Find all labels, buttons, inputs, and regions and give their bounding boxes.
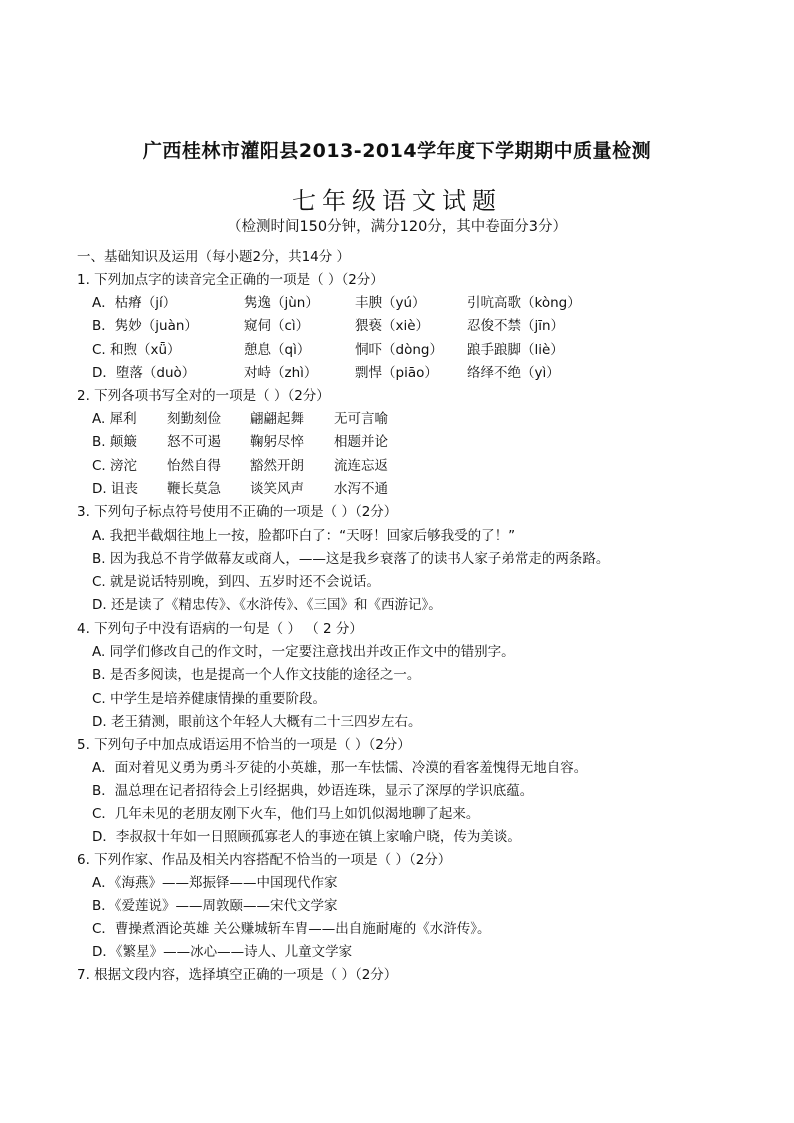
q5-option-c: C．几年未见的老朋友刚下火车，他们马上如饥似渴地聊了起来。 bbox=[92, 806, 480, 822]
q5-option-a: A．面对着见义勇为勇斗歹徒的小英雄，那一车怯懦、冷漠的看客羞愧得无地自容。 bbox=[92, 760, 588, 776]
q3-option-b: B. 因为我总不肯学做幕友或商人，——这是我乡衰落了的读书人家子弟常走的两条路。 bbox=[92, 551, 610, 567]
exam-subtitle: 七年级语文试题 bbox=[292, 187, 502, 215]
q1-option-a-word-2: 隽逸（jùn） bbox=[244, 295, 319, 311]
question-3-stem: 3. 下列句子标点符号使用不正确的一项是（ ）（2分） bbox=[77, 504, 398, 520]
q2-option-a-word-2: 刻勤刻俭 bbox=[167, 411, 221, 427]
q5-option-d: D．李叔叔十年如一日照顾孤寡老人的事迹在镇上家喻户晓，传为美谈。 bbox=[92, 829, 521, 845]
q1-option-b-word-1: B．隽妙（juàn） bbox=[92, 318, 198, 334]
q6-option-a: A．《海燕》——郑振铎——中国现代作家 bbox=[92, 875, 338, 891]
q1-option-a-word-4: 引吭高歌（kòng） bbox=[467, 295, 581, 311]
q1-option-b-word-4: 忍俊不禁（jīn） bbox=[467, 318, 565, 334]
q1-option-d-word-3: 剽悍（piāo） bbox=[355, 365, 438, 381]
q2-option-c-word-2: 怡然自得 bbox=[167, 458, 221, 474]
q1-option-c-word-1: C. 和煦（xǖ） bbox=[92, 342, 181, 358]
q2-option-c-word-1: C. 滂沱 bbox=[92, 458, 138, 474]
q1-option-d-word-1: D．堕落（duò） bbox=[92, 365, 196, 381]
q6-option-c: C．曹操煮酒论英雄 关公赚城斩车胄——出自施耐庵的《水浒传》。 bbox=[92, 921, 491, 937]
q4-option-a: A. 同学们修改自己的作文时，一定要注意找出并改正作文中的错别字。 bbox=[92, 644, 515, 660]
question-6-stem: 6. 下列作家、作品及相关内容搭配不恰当的一项是（ ）（2分） bbox=[77, 852, 452, 868]
q1-option-b-word-3: 猥亵（xiè） bbox=[355, 318, 430, 334]
q2-option-d-word-3: 谈笑风声 bbox=[250, 481, 304, 497]
q2-option-a-word-4: 无可言喻 bbox=[334, 411, 388, 427]
q2-option-b-word-3: 鞠躬尽悴 bbox=[250, 434, 304, 450]
question-4-stem: 4. 下列句子中没有语病的一句是（ ） （ 2 分） bbox=[77, 621, 363, 637]
q2-option-d-word-2: 鞭长莫急 bbox=[167, 481, 221, 497]
q1-option-a-word-3: 丰腴（yú） bbox=[355, 295, 426, 311]
q4-option-d: D. 老王猜测，眼前这个年轻人大概有二十三四岁左右。 bbox=[92, 714, 422, 730]
question-7-stem: 7. 根据文段内容，选择填空正确的一项是（ ）（2分） bbox=[77, 967, 398, 983]
exam-info: （检测时间150分钟，满分120分，其中卷面分3分） bbox=[226, 219, 568, 235]
q2-option-b-word-2: 怒不可遏 bbox=[167, 434, 221, 450]
q1-option-d-word-4: 络绎不绝（yì） bbox=[467, 365, 560, 381]
q1-option-c-word-3: 恫吓（dòng） bbox=[355, 342, 443, 358]
q3-option-c: C. 就是说话特别晚，到四、五岁时还不会说话。 bbox=[92, 574, 381, 590]
q1-option-d-word-2: 对峙（zhì） bbox=[244, 365, 318, 381]
q2-option-a-word-1: A. 犀利 bbox=[92, 411, 137, 427]
q3-option-a: A. 我把半截烟往地上一按，脸都吓白了：“天呀！回家后够我受的了！” bbox=[92, 528, 516, 544]
q1-option-a-word-1: A．枯瘠（jí） bbox=[92, 295, 177, 311]
q1-option-c-word-2: 憩息（qì） bbox=[244, 342, 311, 358]
question-2-stem: 2. 下列各项书写全对的一项是（ ）（2分） bbox=[77, 388, 330, 404]
q2-option-b-word-1: B. 颠簸 bbox=[92, 434, 137, 450]
q2-option-c-word-4: 流连忘返 bbox=[334, 458, 388, 474]
section-heading: 一、基础知识及运用（每小题2分，共14分 ） bbox=[77, 249, 351, 265]
question-5-stem: 5. 下列句子中加点成语运用不恰当的一项是（ ）（2分） bbox=[77, 737, 411, 753]
q2-option-d-word-4: 水泻不通 bbox=[334, 481, 388, 497]
q2-option-c-word-3: 豁然开朗 bbox=[250, 458, 304, 474]
q2-option-a-word-3: 翩翩起舞 bbox=[250, 411, 304, 427]
q6-option-b: B．《爱莲说》——周敦颐——宋代文学家 bbox=[92, 898, 338, 914]
exam-title: 广西桂林市灌阳县2013-2014学年度下学期期中质量检测 bbox=[142, 140, 652, 162]
q4-option-c: C. 中学生是培养健康情操的重要阶段。 bbox=[92, 691, 327, 707]
q2-option-b-word-4: 相题并论 bbox=[334, 434, 388, 450]
q4-option-b: B. 是否多阅读，也是提高一个人作文技能的途径之一。 bbox=[92, 667, 421, 683]
q3-option-d: D. 还是读了《精忠传》、《水浒传》、《三国》和《西游记》。 bbox=[92, 597, 442, 613]
q1-option-c-word-4: 踉手踉脚（liè） bbox=[467, 342, 564, 358]
question-1-stem: 1. 下列加点字的读音完全正确的一项是（ ）（2分） bbox=[77, 272, 384, 288]
q2-option-d-word-1: D. 诅丧 bbox=[92, 481, 138, 497]
q5-option-b: B．温总理在记者招待会上引经据典，妙语连珠，显示了深厚的学识底蕴。 bbox=[92, 783, 534, 799]
q6-option-d: D．《繁星》——冰心——诗人、儿童文学家 bbox=[92, 944, 353, 960]
q1-option-b-word-2: 窥伺（cì） bbox=[244, 318, 310, 334]
